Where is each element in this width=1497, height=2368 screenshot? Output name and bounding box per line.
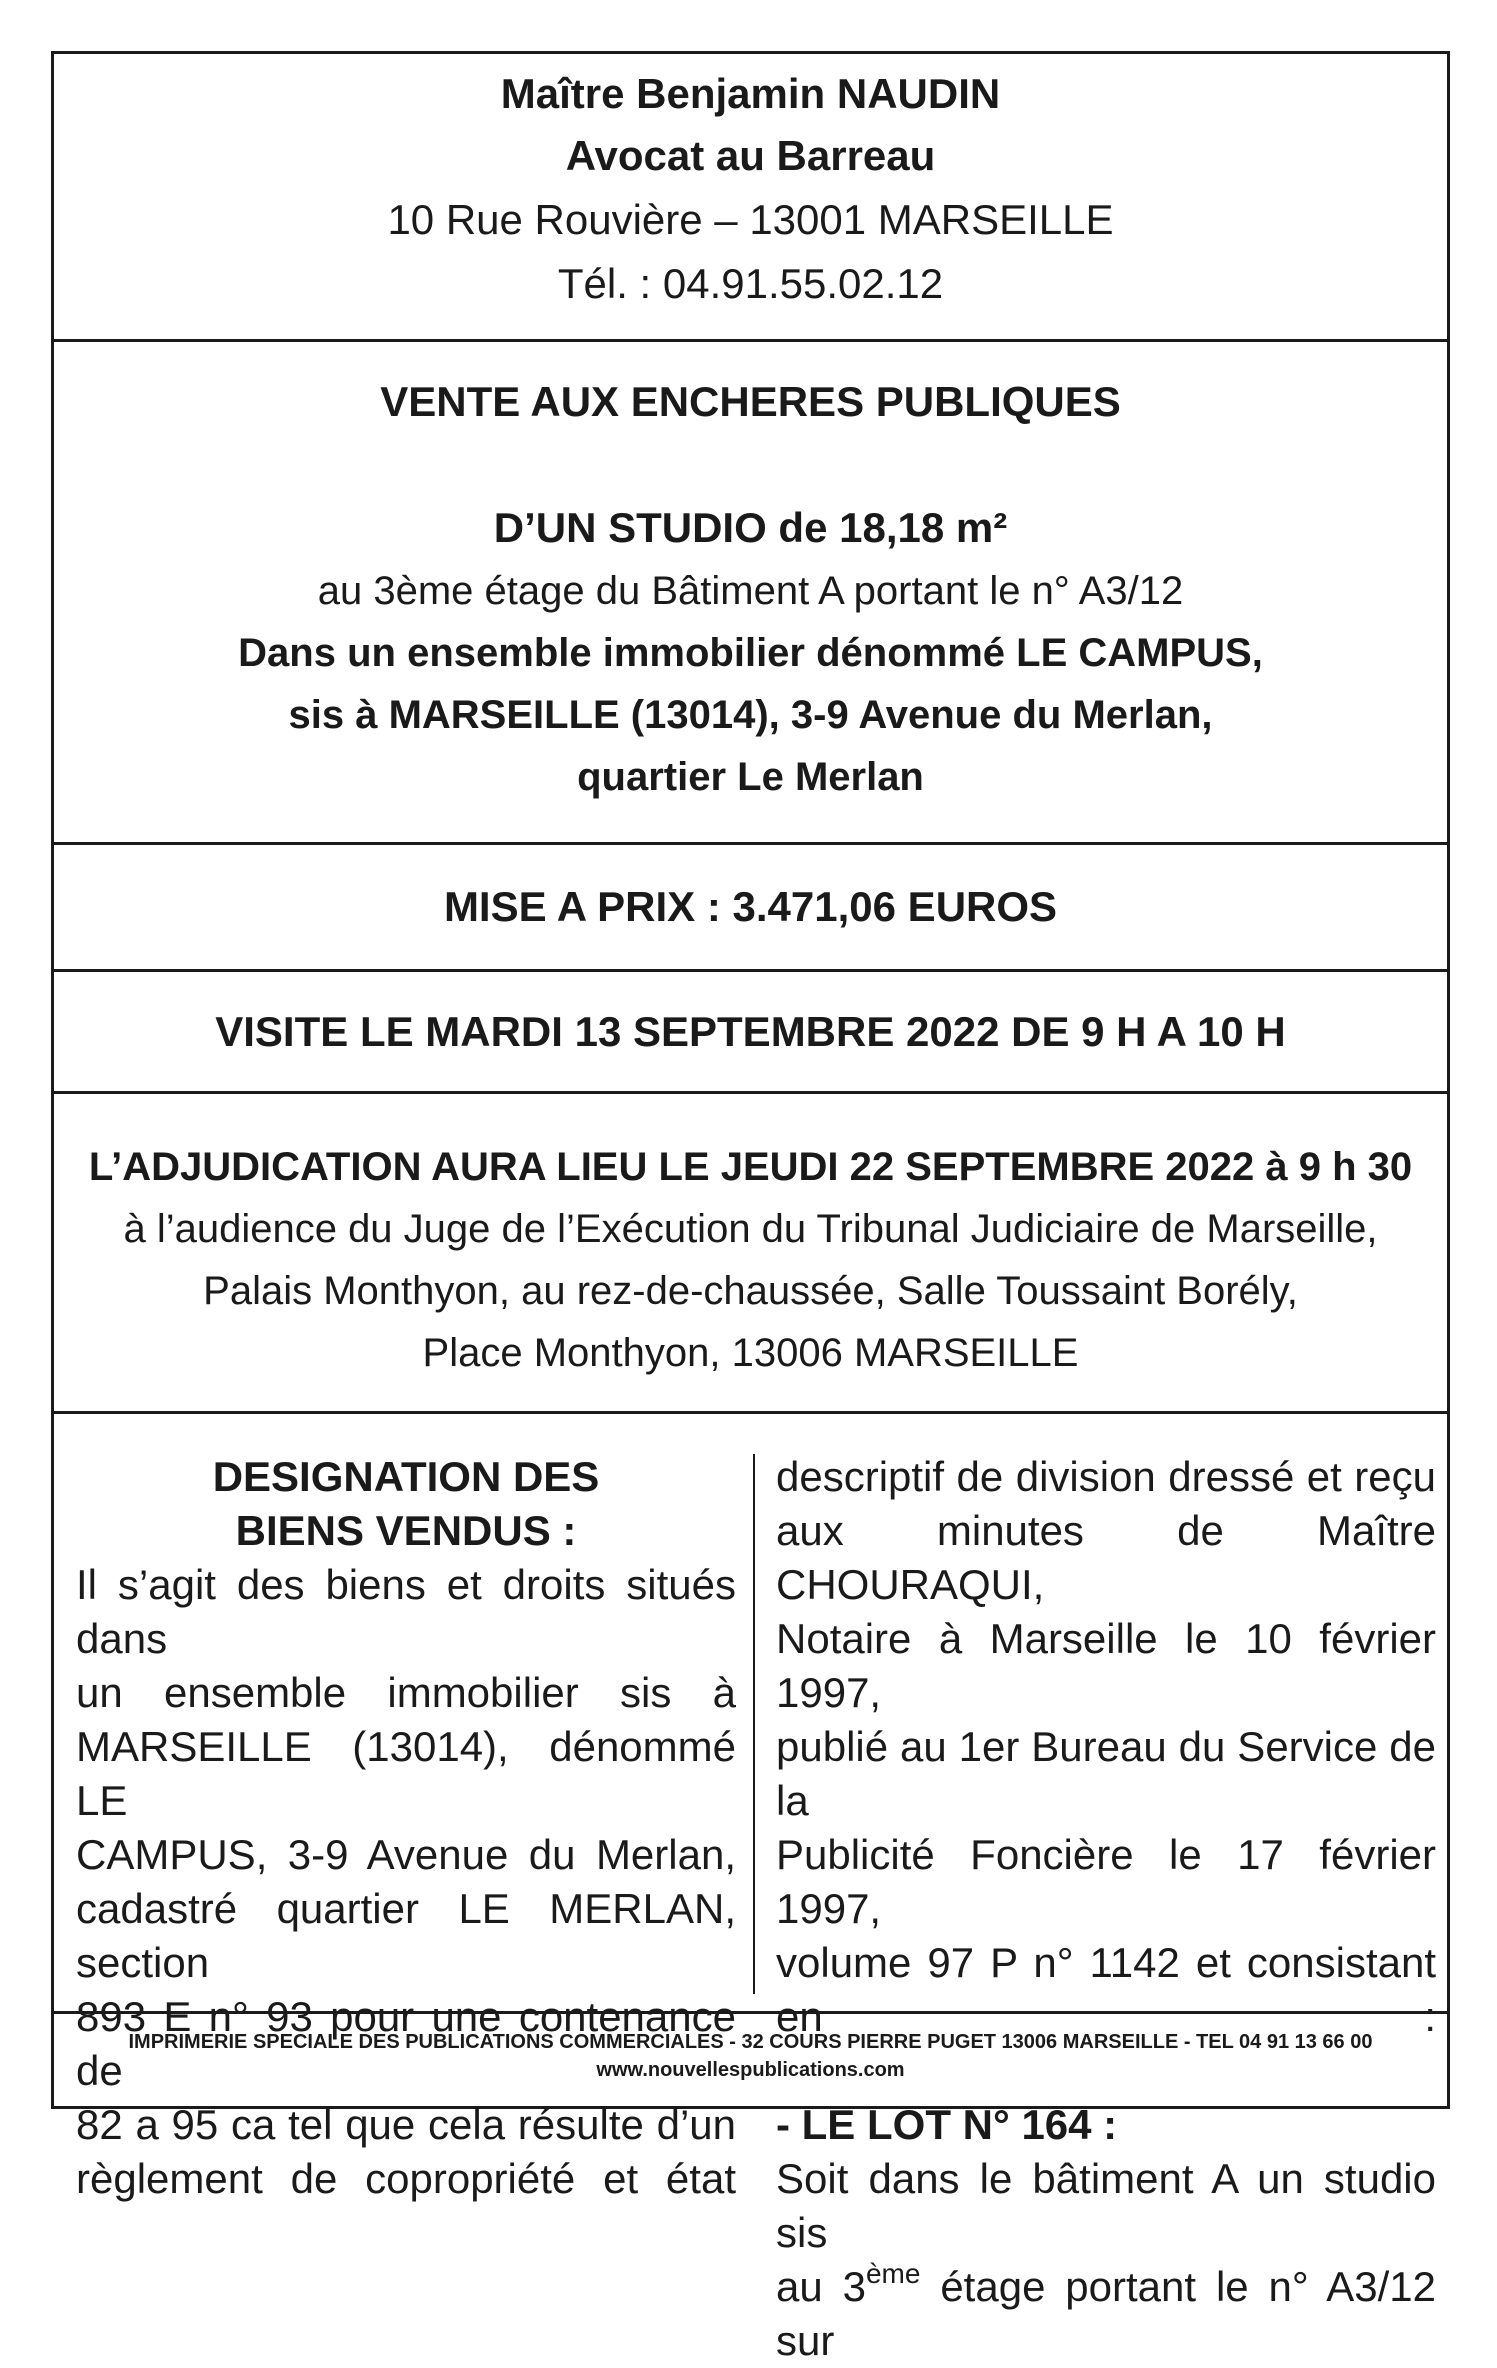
- left-line: Il s’agit des biens et droits situés dans: [76, 1561, 736, 1662]
- right-line: aux minutes de Maître CHOURAQUI,: [776, 1507, 1436, 1608]
- left-line: un ensemble immobilier sis à: [76, 1669, 736, 1716]
- printer-website: www.nouvellespublications.com: [596, 2059, 905, 2081]
- sale-object: D’UN STUDIO de 18,18 m²: [493, 504, 1008, 551]
- visit-label: VISITE LE MARDI 13 SEPTEMBRE 2022 DE 9 H A 10 H: [215, 1008, 1286, 1055]
- printer-info: IMPRIMERIE SPECIALE DES PUBLICATIONS COMMERCIALES - 32 COURS PIERRE PUGET 13006 MARSEILLE - TEL 04 91 13 66 00: [128, 2031, 1373, 2053]
- lot-heading: - LE LOT N° 164 :: [776, 2101, 1118, 2148]
- lawyer-role: Avocat au Barreau: [565, 132, 936, 179]
- designation-heading-2: BIENS VENDUS :: [235, 1507, 577, 1554]
- adjudication-title: L’ADJUDICATION AURA LIEU LE JEUDI 22 SEPTEMBRE 2022 à 9 h 30: [88, 1145, 1413, 1189]
- lot-line-2: au 3ème étage portant le n° A3/12 sur: [776, 2258, 1436, 2364]
- right-line: Notaire à Marseille le 10 février 1997,: [776, 1615, 1436, 1716]
- sale-district: quartier Le Merlan: [577, 755, 924, 799]
- left-line: MARSEILLE (13014), dénommé LE: [76, 1723, 736, 1824]
- right-line: publié au 1er Bureau du Service de la: [776, 1723, 1436, 1824]
- designation-heading-1: DESIGNATION DES: [212, 1453, 600, 1500]
- left-line: CAMPUS, 3-9 Avenue du Merlan,: [76, 1831, 736, 1878]
- price-label: MISE A PRIX : 3.471,06 EUROS: [443, 883, 1058, 930]
- sale-location: sis à MARSEILLE (13014), 3-9 Avenue du Merlan,: [288, 693, 1213, 737]
- right-line: volume 97 P n° 1142 et consistant en :: [776, 1939, 1436, 2040]
- sale-complex: Dans un ensemble immobilier dénommé LE CAMPUS,: [238, 631, 1263, 675]
- lot-line-1: Soit dans le bâtiment A un studio sis: [776, 2155, 1436, 2256]
- superscript: ème: [865, 2258, 921, 2289]
- lawyer-name: Maître Benjamin NAUDIN: [500, 70, 1001, 117]
- lawyer-phone: Tél. : 04.91.55.02.12: [557, 260, 944, 307]
- left-line: 893 E n° 93 pour une contenance de: [76, 1993, 736, 2094]
- sale-title: VENTE AUX ENCHERES PUBLIQUES: [380, 378, 1121, 425]
- right-line: Publicité Foncière le 17 février 1997,: [776, 1831, 1436, 1932]
- sale-floor: au 3ème étage du Bâtiment A portant le n° A3/12: [317, 569, 1184, 613]
- lawyer-address: 10 Rue Rouvière – 13001 MARSEILLE: [387, 196, 1114, 243]
- adjudication-line-2: Palais Monthyon, au rez-de-chaussée, Salle Toussaint Borély,: [203, 1269, 1298, 1313]
- left-line: 82 a 95 ca tel que cela résulte d’un: [76, 2101, 736, 2148]
- adjudication-line-1: à l’audience du Juge de l’Exécution du Tribunal Judiciaire de Marseille,: [123, 1207, 1378, 1251]
- left-line: cadastré quartier LE MERLAN, section: [76, 1885, 736, 1986]
- right-line: descriptif de division dressé et reçu: [776, 1453, 1436, 1500]
- page-frame: [51, 51, 1450, 2109]
- left-line: règlement de copropriété et état: [76, 2155, 736, 2202]
- adjudication-line-3: Place Monthyon, 13006 MARSEILLE: [422, 1331, 1079, 1375]
